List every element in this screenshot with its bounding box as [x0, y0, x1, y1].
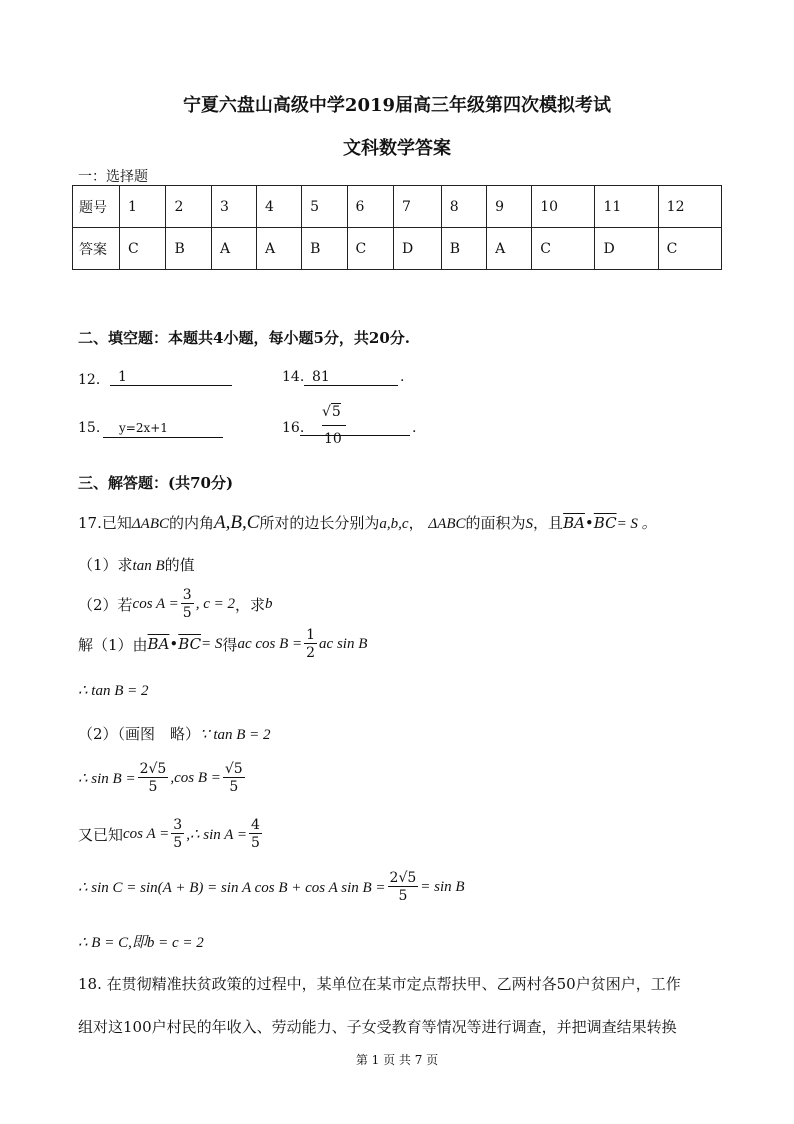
q14-answer: 81	[312, 369, 330, 385]
table-cell: 12	[658, 186, 721, 228]
table-cell: 2	[166, 186, 211, 228]
numerator: 2√5	[139, 761, 167, 777]
math-expr: cos A =	[132, 595, 179, 612]
q17-stem-text: = S 。	[616, 516, 657, 532]
solution-text: 解（1）由	[78, 635, 148, 654]
numerator: 2√5	[389, 870, 417, 886]
vector-bc: $\overline{BC}$	[593, 514, 617, 532]
q16-denominator: 10	[324, 431, 342, 447]
table-cell: 7	[394, 186, 442, 228]
solution-text: 又已知	[78, 825, 124, 844]
section-choice-title: 一：选择题	[78, 169, 148, 185]
q17-stem-text: ，	[408, 514, 424, 532]
math-expr: ,∴ sin A =	[186, 826, 247, 843]
math-expr: ac sin B	[319, 635, 368, 652]
part-label: （2）若	[78, 595, 133, 614]
table-cell: C	[347, 228, 393, 270]
table-cell: 10	[532, 186, 595, 228]
table-cell: 8	[441, 186, 486, 228]
table-cell: A	[211, 228, 256, 270]
denominator: 5	[229, 779, 239, 795]
table-cell: B	[441, 228, 486, 270]
q16-fraction-bar	[322, 425, 346, 426]
vector-bc: $\overline{BC}$	[178, 635, 202, 653]
q17-part1	[78, 554, 195, 575]
q16-answer-blank	[300, 405, 410, 436]
q17-triangle: ΔABC	[428, 516, 466, 532]
math-var: b	[265, 595, 273, 612]
denominator: 2	[306, 645, 316, 661]
q17-stem-text: 17.已知	[78, 514, 132, 532]
table-cell: 11	[595, 186, 658, 228]
table-row-answers	[73, 228, 722, 270]
numerator: 3	[173, 817, 183, 833]
q17-stem-text: 的面积为	[465, 514, 526, 532]
section-fill-title: 二、填空题：本题共4小题，每小题5分，共20分.	[78, 329, 410, 347]
denominator: 5	[182, 605, 192, 621]
q16-end: .	[412, 420, 417, 436]
vector-ba: $\overline{BA}$	[147, 635, 170, 653]
q17-angles: A,B,C	[214, 512, 260, 533]
q16-label: 16.	[282, 420, 305, 436]
math-expr: tan B	[132, 558, 165, 574]
math-expr: ∵ tan B = 2	[200, 727, 271, 743]
q12-label: 12．	[78, 372, 110, 388]
q14-answer-blank	[304, 369, 398, 386]
part-text: ，求	[235, 595, 266, 614]
q15-answer: y=2x+1	[119, 421, 168, 435]
q17-triangle: ΔABC	[131, 516, 169, 532]
q17-sides: a,b,c	[379, 516, 409, 532]
answer-table	[72, 185, 722, 270]
part-text: 的值	[164, 556, 195, 574]
section-solve-title: 三、解答题：(共70分)	[78, 474, 234, 492]
q18-line-1: 18. 在贯彻精准扶贫政策的过程中，某单位在某市定点帮扶甲、乙两村各50户贫困户，工作	[78, 975, 681, 993]
q17-stem-text: 的内角	[169, 514, 215, 532]
math-expr: = S	[201, 635, 223, 652]
fraction	[249, 818, 262, 850]
table-cell: 1	[120, 186, 166, 228]
denominator: 5	[398, 888, 408, 904]
solution-line-1	[78, 628, 367, 660]
solution-line-7: ∴ B = C,即b = c = 2	[78, 935, 204, 951]
solution-line-4	[78, 762, 247, 794]
q17-stem	[78, 512, 657, 534]
numerator: √5	[224, 761, 243, 777]
table-cell: C	[532, 228, 595, 270]
row-label-number: 题号	[73, 186, 120, 228]
page-number: 第 1 页 共 7 页	[355, 1053, 439, 1067]
numerator: 4	[250, 817, 260, 833]
q16-numerator: √5	[322, 404, 341, 420]
q12-answer: 1	[118, 369, 127, 385]
numerator: 1	[306, 627, 316, 643]
q17-area: S	[525, 516, 534, 532]
fraction	[388, 871, 419, 903]
solution-text: 得	[222, 635, 238, 654]
page-title: 宁夏六盘山高级中学2019届高三年级第四次模拟考试	[182, 95, 612, 116]
numerator: 3	[182, 587, 192, 603]
fraction	[171, 818, 184, 850]
solution-line-2: ∴ tan B = 2	[78, 683, 149, 699]
solution-line-6	[78, 871, 465, 903]
solution-line-3	[78, 723, 271, 744]
table-cell: B	[166, 228, 211, 270]
denominator: 5	[148, 779, 158, 795]
q14-label: 14.	[282, 369, 305, 385]
fraction	[138, 762, 169, 794]
fraction	[181, 588, 194, 620]
math-expr: cos A =	[123, 825, 170, 842]
fraction	[304, 628, 317, 660]
fraction	[223, 762, 245, 794]
denominator: 5	[250, 835, 260, 851]
page-subtitle: 文科数学答案	[343, 138, 451, 159]
table-cell: D	[595, 228, 658, 270]
table-cell: D	[394, 228, 442, 270]
denominator: 5	[173, 835, 183, 851]
q15-label: 15.	[78, 420, 101, 436]
math-expr: ,cos B =	[170, 769, 221, 786]
table-cell: A	[487, 228, 532, 270]
q12-answer-blank	[110, 369, 232, 386]
q14-end: .	[400, 369, 405, 385]
row-label-answer: 答案	[73, 228, 120, 270]
q17-stem-text: ，且	[533, 514, 564, 532]
table-cell: C	[120, 228, 166, 270]
table-cell: 9	[487, 186, 532, 228]
math-expr: ∴ sin B =	[78, 770, 136, 787]
table-cell: B	[302, 228, 347, 270]
part-label: （1）求	[78, 556, 133, 574]
table-row-numbers	[73, 186, 722, 228]
math-expr: ac cos B =	[237, 635, 303, 652]
solution-line-5	[78, 818, 264, 850]
math-expr: = sin B	[420, 878, 465, 895]
q17-part2	[78, 588, 273, 620]
table-cell: 4	[257, 186, 302, 228]
table-cell: C	[658, 228, 721, 270]
table-cell: 3	[211, 186, 256, 228]
q17-stem-text: 所对的边长分别为	[259, 514, 380, 532]
q18-line-2: 组对这100户村民的年收入、劳动能力、子女受教育等情况等进行调查，并把调查结果转换	[78, 1018, 677, 1036]
table-cell: 6	[347, 186, 393, 228]
dot-operator: •	[169, 635, 179, 653]
math-expr: , c = 2	[195, 595, 235, 612]
math-expr: ∴ sin C = sin(A + B) = sin A cos B + cos A sin B =	[78, 879, 386, 896]
vector-ba: $\overline{BA}$	[563, 514, 585, 532]
dot-operator: •	[584, 514, 594, 532]
table-cell: 5	[302, 186, 347, 228]
q15-answer-blank	[103, 421, 223, 438]
solution-text: （2）（画图 略）	[78, 725, 201, 743]
table-cell: A	[257, 228, 302, 270]
